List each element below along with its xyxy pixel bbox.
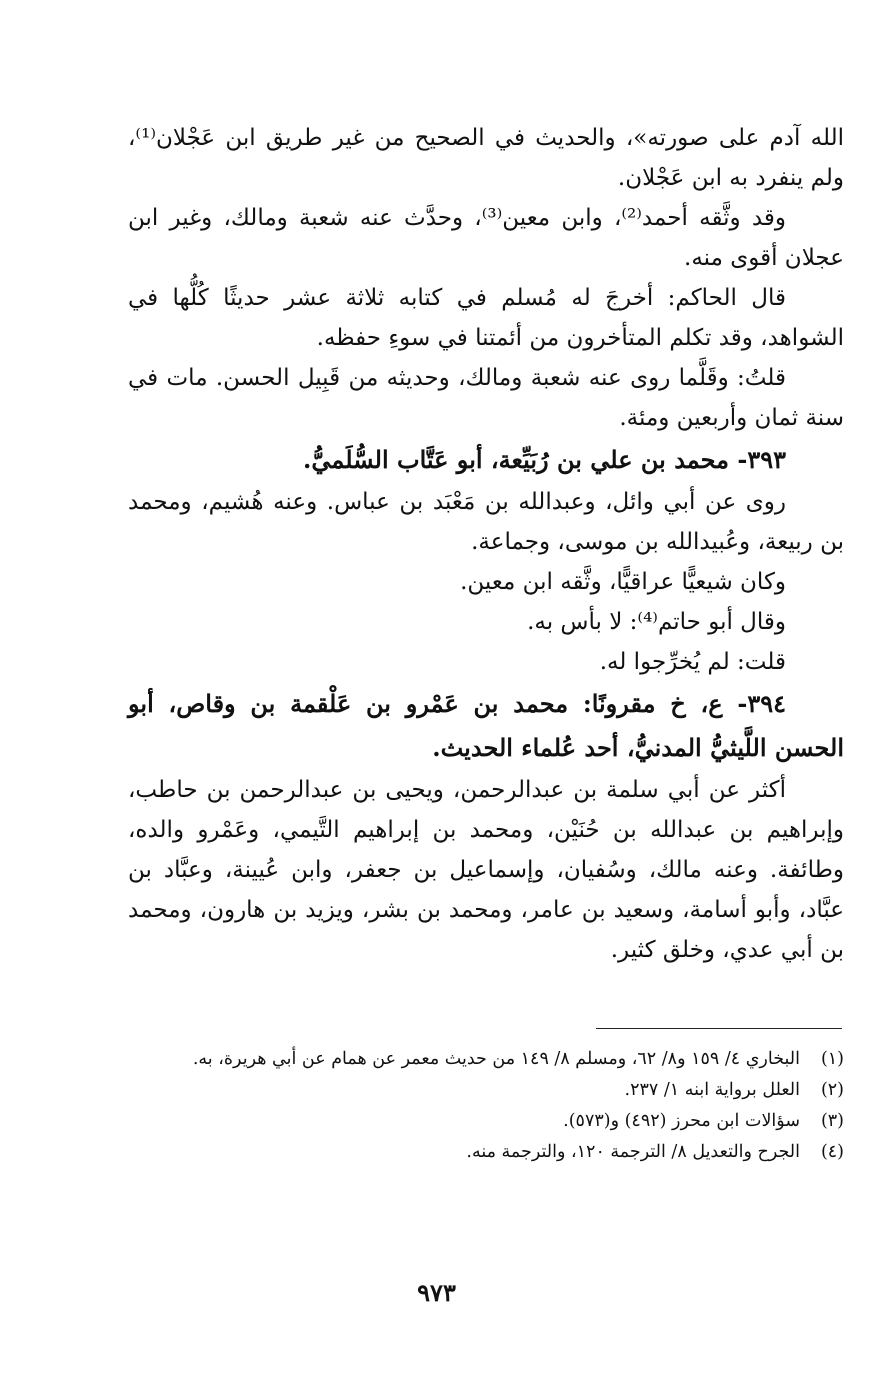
main-text bbox=[128, 118, 844, 970]
paragraph: وقال أبو حاتم⁽⁴⁾: لا بأس به. bbox=[527, 609, 786, 635]
footnote-text: البخاري ٤/ ١٥٩ و٨/ ٦٢، ومسلم ٨/ ١٤٩ من حديث معمر عن همام عن أبي هريرة، به. bbox=[192, 1049, 800, 1069]
paragraph: وكان شيعيًّا عراقيًّا، وثَّقه ابن معين. bbox=[460, 569, 786, 595]
entry-heading-393: ٣٩٣- محمد بن علي بن رُبَيِّعة، أبو عَتَّاب السُّلَميُّ. bbox=[303, 445, 786, 474]
paragraph: روى عن أبي وائل، وعبدالله بن مَعْبَد بن عباس. وعنه هُشيم، ومحمد بن ربيعة، وعُبيدالله بن موسى، وجماعة. bbox=[128, 489, 844, 555]
footnote-number: (٣) bbox=[820, 1111, 844, 1131]
page-number: ٩٧٣ bbox=[417, 1278, 456, 1307]
paragraph: وقد وثَّقه أحمد⁽²⁾، وابن معين⁽³⁾، وحدَّث عنه شعبة ومالك، وغير ابن عجلان أقوى منه. bbox=[128, 205, 844, 271]
entry-heading-394: ٣٩٤- ع، خ مقرونًا: محمد بن عَمْرو بن عَلْقمة بن وقاص، أبو الحسن اللَّيثيُّ المدنيُّ، أحد عُلماء الحديث. bbox=[128, 689, 844, 762]
footnotes bbox=[128, 1044, 844, 1168]
footnote bbox=[128, 1075, 844, 1106]
footnote-number: (٢) bbox=[820, 1080, 844, 1100]
footnote-text: العلل برواية ابنه ١/ ٢٣٧. bbox=[624, 1080, 800, 1100]
footnote bbox=[128, 1106, 844, 1137]
footnote-divider bbox=[596, 1028, 842, 1029]
footnote-number: (٤) bbox=[820, 1142, 844, 1162]
footnote-text: الجرح والتعديل ٨/ الترجمة ١٢٠، والترجمة منه. bbox=[466, 1142, 800, 1162]
paragraph: قلتُ: وقَلَّما روى عنه شعبة ومالك، وحديثه من قَبِيل الحسن. مات في سنة ثمان وأربعين ومئة. bbox=[128, 365, 844, 431]
footnote bbox=[128, 1137, 844, 1168]
paragraph: قلت: لم يُخرِّجوا له. bbox=[599, 649, 786, 675]
paragraph: أكثر عن أبي سلمة بن عبدالرحمن، ويحيى بن عبدالرحمن بن حاطب، وإبراهيم بن عبدالله بن حُنَيْن، ومحمد بن إبراهيم التَّيمي، وعَمْرو والده، وطائفة. وعنه مالك، وسُفيان، وإسماعيل بن جعفر، وابن عُيينة، وعبَّاد بن عبَّاد، وأبو أسامة، وسعيد بن عامر، ومحمد بن بشر، ويزيد بن هارون، ومحمد بن أبي عدي، وخلق كثير. bbox=[128, 777, 844, 963]
footnote-text: سؤالات ابن محرز (٤٩٢) و(٥٧٣). bbox=[563, 1111, 800, 1131]
paragraph: قال الحاكم: أخرجَ له مُسلم في كتابه ثلاثة عشر حديثًا كُلُّها في الشواهد، وقد تكلم المتأخرون من أئمتنا في سوءِ حفظه. bbox=[128, 285, 844, 351]
footnote bbox=[128, 1044, 844, 1075]
footnote-number: (١) bbox=[820, 1049, 844, 1069]
paragraph: الله آدم على صورته»، والحديث في الصحيح من غير طريق ابن عَجْلان⁽¹⁾، ولم ينفرد به ابن عَجْلان. bbox=[128, 125, 844, 191]
